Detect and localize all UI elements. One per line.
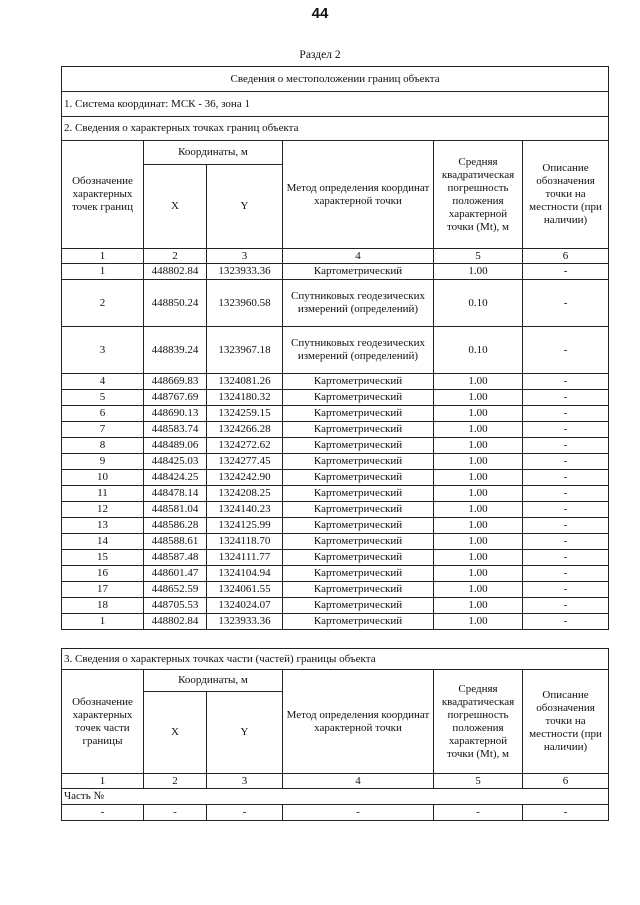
point-id: 15 xyxy=(62,550,144,566)
y-coordinate: 1324180.32 xyxy=(207,390,283,406)
column-number: 5 xyxy=(434,774,523,789)
part-cell: - xyxy=(283,805,434,821)
header-x: X xyxy=(144,692,207,774)
column-number: 2 xyxy=(144,249,207,264)
y-coordinate: 1324111.77 xyxy=(207,550,283,566)
description: - xyxy=(523,470,609,486)
column-number: 4 xyxy=(283,774,434,789)
x-coordinate: 448802.84 xyxy=(144,264,207,280)
header-y: Y xyxy=(207,692,283,774)
table-row xyxy=(62,518,609,534)
x-coordinate: 448424.25 xyxy=(144,470,207,486)
method: Картометрический xyxy=(283,614,434,630)
method: Картометрический xyxy=(283,374,434,390)
table-row xyxy=(62,550,609,566)
x-coordinate: 448425.03 xyxy=(144,454,207,470)
x-coordinate: 448767.69 xyxy=(144,390,207,406)
y-coordinate: 1324272.62 xyxy=(207,438,283,454)
column-number: 1 xyxy=(62,249,144,264)
y-coordinate: 1324081.26 xyxy=(207,374,283,390)
header-method: Метод определения координат характерной точки xyxy=(283,670,434,774)
table-row xyxy=(62,406,609,422)
part-cell: - xyxy=(62,805,144,821)
error-value: 1.00 xyxy=(434,518,523,534)
error-value: 1.00 xyxy=(434,598,523,614)
part-cell: - xyxy=(207,805,283,821)
error-value: 1.00 xyxy=(434,534,523,550)
point-id: 8 xyxy=(62,438,144,454)
method: Картометрический xyxy=(283,550,434,566)
column-number: 6 xyxy=(523,774,609,789)
section-label: Раздел 2 xyxy=(299,49,341,61)
error-value: 0.10 xyxy=(434,280,523,327)
method: Картометрический xyxy=(283,422,434,438)
method: Картометрический xyxy=(283,518,434,534)
y-coordinate: 1324208.25 xyxy=(207,486,283,502)
table-title: Сведения о местоположении границ объекта xyxy=(62,67,609,92)
column-number: 3 xyxy=(207,249,283,264)
description: - xyxy=(523,534,609,550)
header-y: Y xyxy=(207,165,283,249)
point-id: 13 xyxy=(62,518,144,534)
header-error: Средняя квадратическая погрешность положения характерной точки (Mt), м xyxy=(434,141,523,249)
description: - xyxy=(523,582,609,598)
table-row xyxy=(62,422,609,438)
y-coordinate: 1324024.07 xyxy=(207,598,283,614)
y-coordinate: 1323960.58 xyxy=(207,280,283,327)
table-row xyxy=(62,502,609,518)
y-coordinate: 1324277.45 xyxy=(207,454,283,470)
description: - xyxy=(523,614,609,630)
y-coordinate: 1324259.15 xyxy=(207,406,283,422)
description: - xyxy=(523,518,609,534)
header-coordinates: Координаты, м xyxy=(144,141,283,165)
section-3-title: 3. Сведения о характерных точках части (частей) границы объекта xyxy=(62,649,609,670)
page-number: 44 xyxy=(311,5,329,22)
column-number: 5 xyxy=(434,249,523,264)
point-id: 10 xyxy=(62,470,144,486)
method: Спутниковых геодезических измерений (определений) xyxy=(283,280,434,327)
table-row xyxy=(62,390,609,406)
table-row xyxy=(62,598,609,614)
part-label: Часть № xyxy=(62,789,609,805)
x-coordinate: 448478.14 xyxy=(144,486,207,502)
table-row xyxy=(62,486,609,502)
y-coordinate: 1324266.28 xyxy=(207,422,283,438)
error-value: 1.00 xyxy=(434,486,523,502)
y-coordinate: 1324242.90 xyxy=(207,470,283,486)
point-id: 6 xyxy=(62,406,144,422)
y-coordinate: 1324104.94 xyxy=(207,566,283,582)
point-id: 1 xyxy=(62,614,144,630)
error-value: 0.10 xyxy=(434,327,523,374)
error-value: 1.00 xyxy=(434,438,523,454)
header-method: Метод определения координат характерной точки xyxy=(283,141,434,249)
error-value: 1.00 xyxy=(434,470,523,486)
part-cell: - xyxy=(144,805,207,821)
method: Картометрический xyxy=(283,582,434,598)
description: - xyxy=(523,502,609,518)
description: - xyxy=(523,264,609,280)
point-id: 1 xyxy=(62,264,144,280)
method: Картометрический xyxy=(283,598,434,614)
header-description: Описание обозначения точки на местности (при наличии) xyxy=(523,670,609,774)
header-x: X xyxy=(144,165,207,249)
x-coordinate: 448839.24 xyxy=(144,327,207,374)
column-number: 1 xyxy=(62,774,144,789)
x-coordinate: 448705.53 xyxy=(144,598,207,614)
description: - xyxy=(523,390,609,406)
description: - xyxy=(523,422,609,438)
y-coordinate: 1323933.36 xyxy=(207,614,283,630)
x-coordinate: 448690.13 xyxy=(144,406,207,422)
description: - xyxy=(523,550,609,566)
method: Спутниковых геодезических измерений (определений) xyxy=(283,327,434,374)
method: Картометрический xyxy=(283,534,434,550)
header-description: Описание обозначения точки на местности (при наличии) xyxy=(523,141,609,249)
point-id: 18 xyxy=(62,598,144,614)
part-cell: - xyxy=(434,805,523,821)
table-row xyxy=(62,264,609,280)
point-id: 17 xyxy=(62,582,144,598)
table-row xyxy=(62,438,609,454)
header-error: Средняя квадратическая погрешность положения характерной точки (Mt), м xyxy=(434,670,523,774)
error-value: 1.00 xyxy=(434,550,523,566)
point-id: 14 xyxy=(62,534,144,550)
method: Картометрический xyxy=(283,486,434,502)
header-point-id: Обозначение характерных точек границ xyxy=(62,141,144,249)
x-coordinate: 448669.83 xyxy=(144,374,207,390)
x-coordinate: 448581.04 xyxy=(144,502,207,518)
boundary-points-table xyxy=(61,66,609,630)
column-number: 6 xyxy=(523,249,609,264)
description: - xyxy=(523,486,609,502)
method: Картометрический xyxy=(283,454,434,470)
error-value: 1.00 xyxy=(434,422,523,438)
table-row xyxy=(62,470,609,486)
table-row xyxy=(62,582,609,598)
point-id: 4 xyxy=(62,374,144,390)
description: - xyxy=(523,598,609,614)
point-id: 11 xyxy=(62,486,144,502)
method: Картометрический xyxy=(283,264,434,280)
table-row xyxy=(62,614,609,630)
column-number: 2 xyxy=(144,774,207,789)
error-value: 1.00 xyxy=(434,502,523,518)
y-coordinate: 1324125.99 xyxy=(207,518,283,534)
column-number: 4 xyxy=(283,249,434,264)
error-value: 1.00 xyxy=(434,390,523,406)
part-points-table xyxy=(61,648,609,821)
x-coordinate: 448588.61 xyxy=(144,534,207,550)
x-coordinate: 448601.47 xyxy=(144,566,207,582)
header-point-id-part: Обозначение характерных точек части границы xyxy=(62,670,144,774)
description: - xyxy=(523,374,609,390)
x-coordinate: 448489.06 xyxy=(144,438,207,454)
y-coordinate: 1323967.18 xyxy=(207,327,283,374)
error-value: 1.00 xyxy=(434,454,523,470)
description: - xyxy=(523,280,609,327)
error-value: 1.00 xyxy=(434,406,523,422)
error-value: 1.00 xyxy=(434,614,523,630)
x-coordinate: 448586.28 xyxy=(144,518,207,534)
x-coordinate: 448850.24 xyxy=(144,280,207,327)
x-coordinate: 448583.74 xyxy=(144,422,207,438)
x-coordinate: 448652.59 xyxy=(144,582,207,598)
error-value: 1.00 xyxy=(434,566,523,582)
table-row xyxy=(62,534,609,550)
y-coordinate: 1324140.23 xyxy=(207,502,283,518)
method: Картометрический xyxy=(283,566,434,582)
method: Картометрический xyxy=(283,390,434,406)
error-value: 1.00 xyxy=(434,582,523,598)
table-row xyxy=(62,327,609,374)
description: - xyxy=(523,438,609,454)
description: - xyxy=(523,327,609,374)
point-id: 3 xyxy=(62,327,144,374)
point-id: 2 xyxy=(62,280,144,327)
header-coordinates: Координаты, м xyxy=(144,670,283,692)
table-row xyxy=(62,280,609,327)
method: Картометрический xyxy=(283,406,434,422)
x-coordinate: 448587.48 xyxy=(144,550,207,566)
section-2-title: 2. Сведения о характерных точках границ объекта xyxy=(62,117,609,141)
description: - xyxy=(523,454,609,470)
coordinate-system: 1. Система координат: МСК - 36, зона 1 xyxy=(62,92,609,117)
point-id: 5 xyxy=(62,390,144,406)
point-id: 16 xyxy=(62,566,144,582)
point-id: 12 xyxy=(62,502,144,518)
method: Картометрический xyxy=(283,470,434,486)
point-id: 9 xyxy=(62,454,144,470)
method: Картометрический xyxy=(283,502,434,518)
method: Картометрический xyxy=(283,438,434,454)
table-row xyxy=(62,566,609,582)
part-cell: - xyxy=(523,805,609,821)
description: - xyxy=(523,566,609,582)
table-row xyxy=(62,374,609,390)
y-coordinate: 1323933.36 xyxy=(207,264,283,280)
y-coordinate: 1324061.55 xyxy=(207,582,283,598)
column-number: 3 xyxy=(207,774,283,789)
point-id: 7 xyxy=(62,422,144,438)
error-value: 1.00 xyxy=(434,374,523,390)
error-value: 1.00 xyxy=(434,264,523,280)
x-coordinate: 448802.84 xyxy=(144,614,207,630)
table-row xyxy=(62,454,609,470)
description: - xyxy=(523,406,609,422)
y-coordinate: 1324118.70 xyxy=(207,534,283,550)
